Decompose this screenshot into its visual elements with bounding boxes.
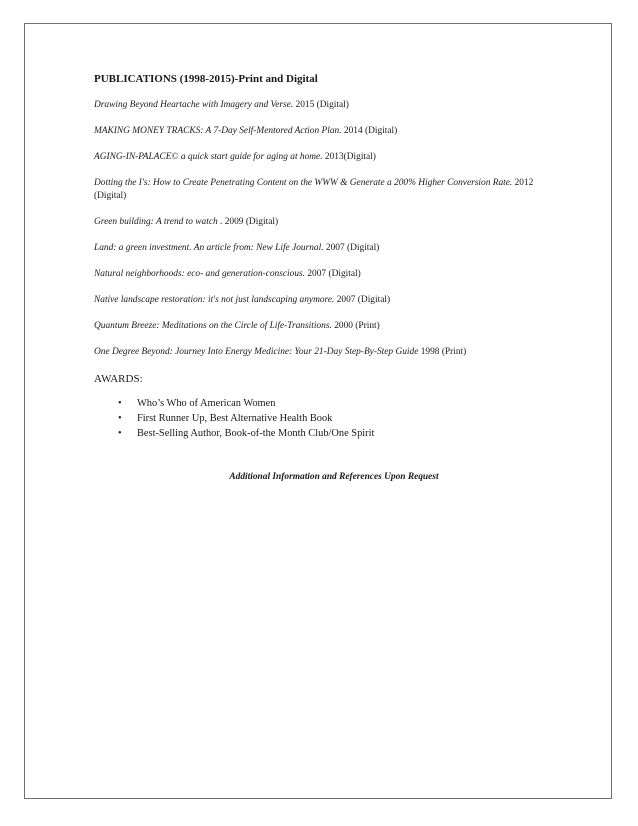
publication-item — [94, 320, 554, 333]
publication-detail: 2007 (Digital) — [305, 269, 361, 279]
publications-list — [94, 99, 554, 359]
publication-detail: 2007 (Digital) — [323, 243, 380, 253]
publication-detail: . 2009 (Digital) — [217, 217, 279, 227]
publication-item — [94, 242, 554, 255]
publication-detail: 1998 (Print) — [418, 347, 467, 357]
awards-heading: AWARDS: — [94, 373, 143, 385]
publication-title: Drawing Beyond Heartache with Imagery and Verse. — [94, 100, 294, 110]
publication-title: Green building: A trend to watch — [94, 217, 218, 227]
award-item: • Best-Selling Author, Book-of-the Month Club/One Spirit — [118, 426, 554, 441]
publication-detail: 2015 (Digital) — [293, 100, 349, 110]
publication-title: Land: a green investment. An article from: New Life Journal. — [94, 243, 324, 253]
publication-detail: 2013(Digital) — [322, 152, 376, 162]
publication-title: AGING-IN-PALACE© a quick start guide for aging at home. — [94, 152, 323, 162]
references-note: Additional Information and References Upon Request — [229, 472, 439, 482]
publication-item — [94, 268, 554, 281]
publication-detail: 2012 (Digital) — [94, 178, 534, 201]
publication-title: MAKING MONEY TRACKS: A 7-Day Self-Mentored Action Plan. — [94, 126, 342, 136]
publication-item — [94, 177, 554, 203]
publication-detail: 2007 (Digital) — [334, 295, 391, 305]
publication-title: One Degree Beyond: Journey Into Energy Medicine: Your 21-Day Step-By-Step Guide — [94, 347, 419, 357]
publication-title: Quantum Breeze: Meditations on the Circle of Life-Transitions. — [94, 321, 332, 331]
publication-detail: 2000 (Print) — [331, 321, 380, 331]
publication-detail: 2014 (Digital) — [341, 126, 398, 136]
award-item: • First Runner Up, Best Alternative Health Book — [118, 411, 554, 426]
publication-item — [94, 151, 554, 164]
publications-heading: PUBLICATIONS (1998-2015)-Print and Digital — [94, 73, 318, 85]
publication-title: Dotting the I's: How to Create Penetrating Content on the WWW & Generate a 200% Higher Conversion Rate. — [94, 178, 513, 188]
publication-item — [94, 294, 554, 307]
publication-item — [94, 216, 554, 229]
publication-item — [94, 125, 554, 138]
award-item: • Who’s Who of American Women — [118, 396, 554, 411]
publication-item — [94, 346, 554, 359]
awards-list — [94, 396, 554, 441]
publication-title: Natural neighborhoods: eco- and generation-conscious. — [94, 269, 306, 279]
publication-title: Native landscape restoration: it's not just landscaping anymore. — [94, 295, 335, 305]
publication-item — [94, 99, 554, 112]
document-content — [94, 72, 554, 484]
